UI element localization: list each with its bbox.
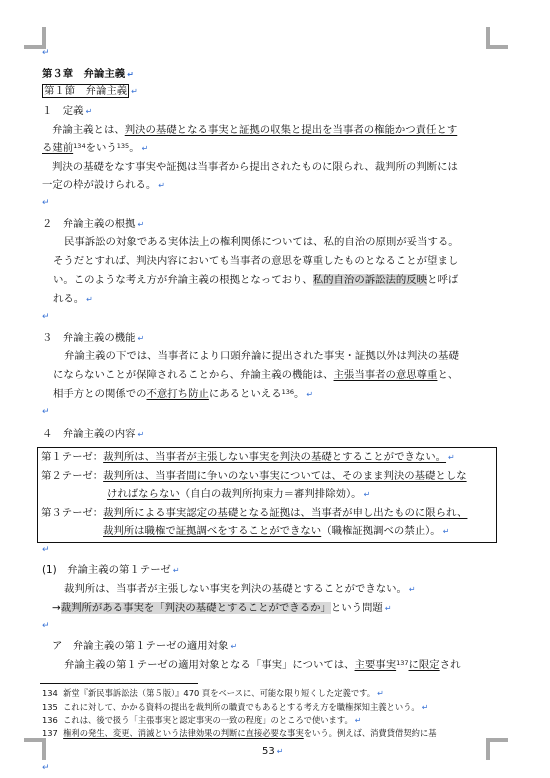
definition-para2-line-2: 一定の枠が設けられる。 ↵ xyxy=(42,179,165,191)
thesis-1: 第１テーゼ：裁判所は、当事者が主張しない事実を判決の基礎とすることができない。 ↵ xyxy=(41,451,455,463)
basis-line-2: そうだとすれば、判決内容においても当事者の意思を尊重したものとなることが望まし xyxy=(53,255,459,267)
footnote-136: 136 これは、後で扱う「主張事実と認定事実の一致の程度」のところで使います。 ↵ xyxy=(42,715,362,725)
crop-mark-top-left xyxy=(24,27,46,49)
definition-para2-line-1: 判決の基礎をなす事実や証拠は当事者から提出されたものに限られ、裁判所の判断には xyxy=(52,161,458,173)
thesis-2-line-2: ければならない（自白の裁判所拘束力＝審判排除効）。 ↵ xyxy=(107,488,371,500)
crop-mark-bottom-left xyxy=(24,738,46,760)
footnote-ref-137: 137 xyxy=(396,659,409,667)
paragraph-mark: ↵ xyxy=(42,48,50,58)
thesis-3-line-2: 裁判所は職権で証拠調べをすることができない（職権証拠調べの禁止）。 ↵ xyxy=(103,525,450,537)
paragraph-mark: ↵ xyxy=(42,763,50,773)
footnote-ref-134: 134 xyxy=(73,142,86,150)
page-number: 53 ↵ xyxy=(262,746,284,757)
function-line-2: にならないことが保障されることから、弁論主義の機能は、主張当事者の意思尊重と、 xyxy=(53,369,459,381)
heading-content: ４ 弁論主義の内容 ↵ xyxy=(42,428,145,440)
thesis-1-detail-line-2: →裁判所がある事実を「判決の基礎とすることができるか」という問題 ↵ xyxy=(52,602,392,614)
crop-mark-top-right xyxy=(486,27,508,49)
thesis-2-line-1: 第２テーゼ：裁判所は、当事者間に争いのない事実については、そのまま判決の基礎としな xyxy=(41,470,467,482)
scope-line-1: 弁論主義の第１テーゼの適用対象となる「事実」については、主要事実$^{137}$に限定され xyxy=(64,659,461,671)
footnote-separator xyxy=(40,683,198,684)
heading-function: ３ 弁論主義の機能 ↵ xyxy=(42,332,145,344)
heading-thesis-1-scope: ア 弁論主義の第１テーゼの適用対象 ↵ xyxy=(52,640,238,652)
section-title: 第１節 弁論主義 ↵ xyxy=(44,85,138,97)
paragraph-mark: ↵ xyxy=(42,198,50,208)
paragraph-mark: ↵ xyxy=(42,621,50,631)
paragraph-mark: ↵ xyxy=(42,312,50,322)
function-line-3: 相手方との関係での不意打ち防止にあるといえる$^{136}$。 ↵ xyxy=(53,388,314,400)
heading-thesis-1: (1) 弁論主義の第１テーゼ ↵ xyxy=(42,564,180,576)
definition-line-2: る建前$^{134}$をいう$^{135}$。 ↵ xyxy=(42,142,149,154)
basis-line-1: 民事訴訟の対象である実体法上の権利関係については、私的自治の原則が妥当する。 xyxy=(64,236,459,248)
basis-line-3: い。このような考え方が弁論主義の根拠となっており、私的自治の訴訟法的反映と呼ば xyxy=(53,274,459,286)
paragraph-mark: ↵ xyxy=(42,407,50,417)
thesis-3-line-1: 第３テーゼ：裁判所による事実認定の基礎となる証拠は、当事者が申し出たものに限られ、 xyxy=(41,507,468,519)
definition-line-1: 弁論主義とは、判決の基礎となる事実と証拠の収集と提出を当事者の権能かつ責任とす xyxy=(52,124,458,136)
basis-line-4: れる。 ↵ xyxy=(53,293,93,305)
paragraph-mark: ↵ xyxy=(42,545,50,555)
footnote-ref-135: 135 xyxy=(116,142,130,150)
heading-basis: ２ 弁論主義の根拠 ↵ xyxy=(42,218,145,230)
footnote-134: 134 新堂『新民事訴訟法（第５版）』470 頁をベースに、可能な限り短くした定義です。 ↵ xyxy=(42,688,384,698)
chapter-title: 第３章 弁論主義 ↵ xyxy=(42,68,134,80)
footnote-135: 135 これに対して、かかる資料の提出を裁判所の職責でもあるとする考え方を職権探知主義という。 ↵ xyxy=(42,702,429,712)
footnote-ref-136: 136 xyxy=(281,388,295,396)
heading-definition: １ 定義 ↵ xyxy=(42,105,93,117)
thesis-1-detail-line-1: 裁判所は、当事者が主張しない事実を判決の基礎とすることができない。 ↵ xyxy=(64,583,416,595)
function-line-1: 弁論主義の下では、当事者により口頭弁論に提出された事実・証拠以外は判決の基礎 xyxy=(64,350,459,362)
crop-mark-bottom-right xyxy=(486,738,508,760)
footnote-137: 137 権利の発生、変更、消滅という法律効果の判断に直接必要な事実をいう。例えば、消費貸借契約に基 xyxy=(42,728,437,738)
